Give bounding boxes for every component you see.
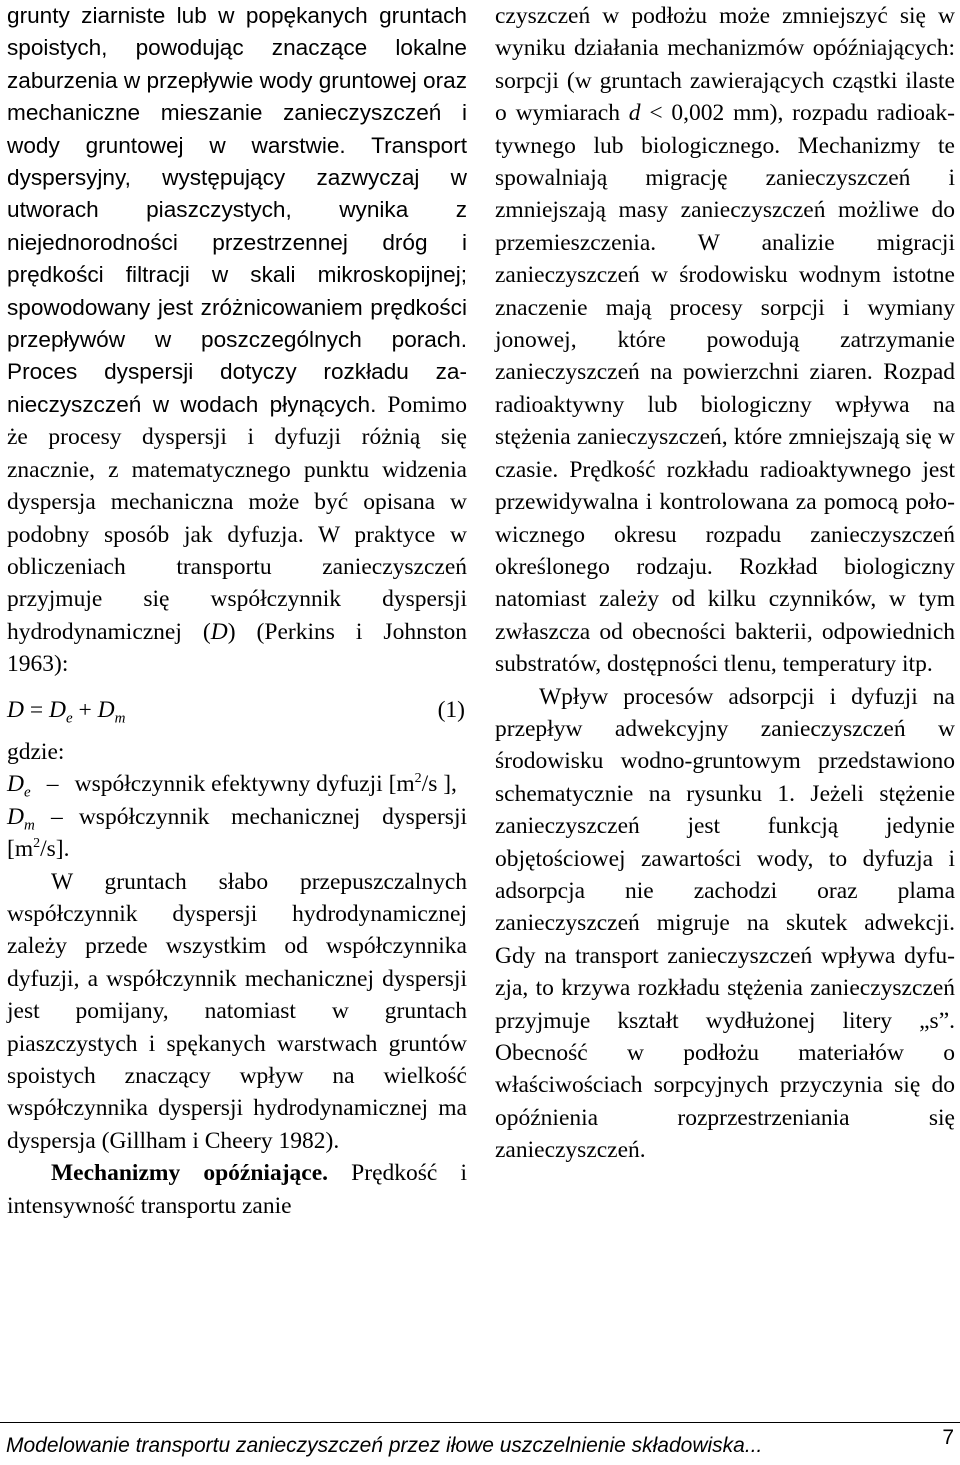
definition-de: [7, 768, 467, 800]
equation-equals: =: [23, 696, 49, 723]
equation-plus: +: [72, 696, 98, 723]
paragraph-low-permeability: W gruntach słabo przepuszczalnych współczynnik dyspersji hydrodynamicznej zależy przede wszystkim od współczynnika dyfuzji, a współczynnik mechanicznej dyspersji jest pomijany, natomiast w gruntach piaszczystych i spękanych warstwach gruntów spoistych znaczący wpływ na wielkość współczynnika dyspersji hydrodynamicznej ma dyspersja (Gillham i Cheery 1982).: [7, 868, 467, 1154]
footer-rule: [0, 1422, 960, 1423]
def-symbol-de: D: [7, 771, 24, 798]
left-column: [7, 0, 467, 1222]
text-run-citation: ) (Perkins i Johnston 1963):: [7, 618, 468, 678]
footer-title: Modelowanie transportu zanieczyszczeń przez iłowe uszczelnienie składowiska...: [6, 1434, 763, 1457]
text-run-serif: Pomimo że procesy dyspersji i dyfuzji różnią się znacznie, z matematycznego punktu widzenia dyspersja mechaniczna może być opisana w podobny sposób jak dyfuzja. W praktyce w obliczeniach transportu zanieczyszczeń przyjmuje się współczynnik dyspersji hydrodynamicznej (: [7, 391, 467, 645]
definition-dm: [7, 801, 467, 866]
page-number: 7: [942, 1426, 954, 1449]
def-unit-tail: /s].: [40, 836, 70, 863]
paragraph-sorption: [495, 0, 955, 681]
symbol-d: d: [628, 100, 641, 127]
paragraph-dispersion: [7, 0, 467, 681]
symbol-D: D: [210, 618, 228, 645]
text-run-sans-transport: Transport dyspersyjny, występujący zazwyczaj w utworach piaszczystych, wynika z niejednorodności przestrzennej dróg i prędkości filtracji w skali mikroskopijnej; spowodowany jest zróżnicowaniem prędkości przepływów w poszczególnych porach. Proces dyspersji dotyczy rozkładu zanieczyszczeń w wodach płynących.: [7, 132, 467, 417]
def-sup-2: 2: [33, 836, 41, 852]
equation-term-dm: D: [97, 696, 115, 723]
equation-sub-m: m: [114, 710, 126, 727]
def-unit-tail: /s ],: [421, 771, 457, 798]
def-dash: –: [50, 803, 63, 830]
text-run-sorption-a: czyszczeń w podłożu może zmniejszyć się w wyniku działania mechanizmów opóźniających: sorpcji (w gruntach zawierających cząstki ilaste o wymiarach: [495, 3, 955, 127]
text-run-sorption-b: < 0,002 mm), rozpadu radioaktywnego lub biologicznego. Mechanizmy te spowalniają migrację zanieczyszczeń i zmniejszają masy zanieczyszczeń możliwe do przemieszczenia. W analizie migracji zanieczyszczeń w środowisku wodnym istotne znaczenie mają procesy sorpcji i wymiany jonowej, które powodują zatrzymanie zanieczyszczeń na powierzchni ziaren. Rozpad radioaktywny lub biologiczny wpływa na stężenia zanieczyszczeń, które zmniejszają się w czasie. Prędkość rozkładu radioaktywnego jest przewidywalna i kontrolowana za pomocą połowicznego okresu rozpadu zanieczyszczeń określonego rodzaju. Rozkład biologiczny natomiast zależy od kilku czynników, w tym zwłaszcza od obecności bakterii, odpowiednich substratów, dostępności tlenu, temperatury itp.: [495, 100, 955, 678]
equation-lhs: D: [7, 696, 24, 723]
page-footer: [6, 1426, 954, 1461]
def-sup-2: 2: [414, 771, 422, 787]
def-sub-m: m: [23, 817, 35, 834]
def-sub-e: e: [23, 785, 31, 802]
def-text-dm: współczynnik mechanicznej dyspersji [m: [7, 803, 467, 863]
def-dash: –: [46, 771, 59, 798]
def-symbol-dm: D: [7, 803, 24, 830]
text-run-retardation: Prędkość i intensywność transportu zanie: [7, 1160, 467, 1219]
equation-number: (1): [437, 696, 465, 723]
equation-sub-e: e: [65, 710, 73, 727]
where-label: gdzie:: [7, 738, 65, 765]
def-text-de: współczynnik efektywny dyfuzji [m: [74, 771, 415, 798]
equation-term-de: D: [49, 696, 66, 723]
equation-body: [7, 694, 126, 726]
right-column: [495, 0, 955, 1167]
equation-1: [7, 694, 467, 726]
text-run-sans: grunty ziarniste lub w popękanych gruntach spoistych, powodując znaczące lokalne zaburzenia w przepływie wody gruntowej oraz mechaniczne mieszanie zanieczyszczeń i wody gruntowej w warstwie.: [7, 3, 467, 158]
paragraph-adsorption-diffusion: Wpływ procesów adsorpcji i dyfuzji na przepływ adwekcyjny zanieczyszczeń w środowisku wodno-gruntowym przedstawiono schematycznie na rysunku 1. Jeżeli stężenie zanieczyszczeń jest funkcją jedynie objętościowej zawartości wody, to dyfuzja i adsorpcja nie zachodzi oraz plama zanieczyszczeń migruje na skutek adwekcji. Gdy na transport zanieczyszczeń wpływa dyfuzja, to krzywa rozkładu stężenia zanieczyszczeń przyjmuje kształt wydłużonej litery „s”. Obecność w podłożu materiałów o właściwościach sorpcyjnych przyczynia się do opóźnienia rozprzestrzeniania się zanieczyszczeń.: [495, 683, 955, 1164]
section-heading-retardation: Mechanizmy opóźniające.: [51, 1160, 329, 1187]
paragraph-retardation: [7, 1157, 467, 1222]
